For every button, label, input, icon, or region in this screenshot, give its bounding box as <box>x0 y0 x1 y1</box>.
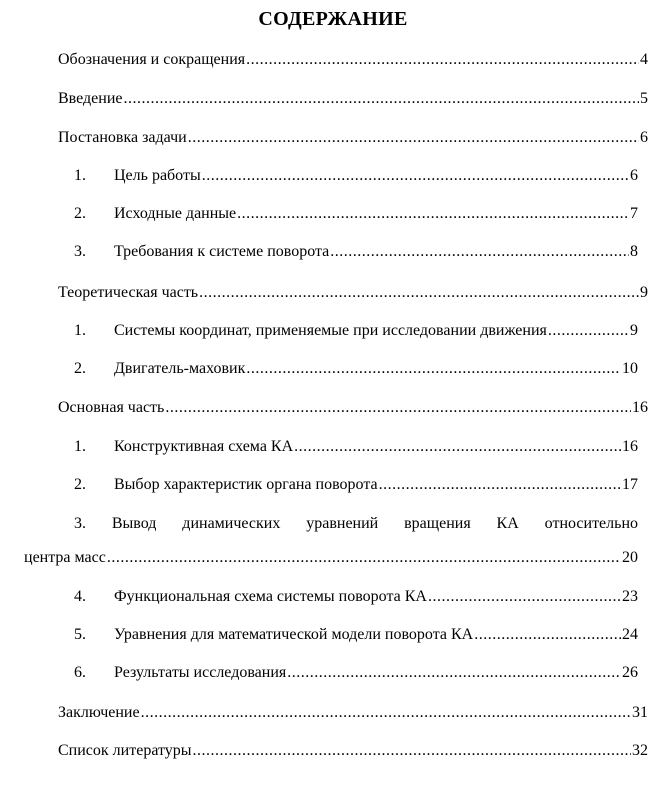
toc-leader <box>107 548 621 568</box>
toc-entry-title: Системы координат, применяемые при исследовании движения <box>114 322 547 339</box>
toc-leader <box>141 703 631 723</box>
toc-entry-number: 1. <box>74 438 86 455</box>
toc-entry-number: 2. <box>74 205 86 222</box>
toc-entry[interactable] <box>58 398 648 418</box>
toc-entry-page: 23 <box>622 588 638 605</box>
toc-leader <box>188 128 639 148</box>
toc-entry-page: 4 <box>640 51 648 68</box>
toc-entry-number: 6. <box>74 664 86 681</box>
toc-entry-number: 2. <box>74 360 86 377</box>
toc-entry[interactable] <box>58 703 648 723</box>
toc-entry-wrapped-line2[interactable] <box>24 548 638 568</box>
toc-entry-title: Заключение <box>58 704 140 721</box>
toc-entry-title: Функциональная схема системы поворота КА <box>114 588 427 605</box>
toc-entry-page: 31 <box>632 704 648 721</box>
toc-entry-title: центра масс <box>24 549 106 566</box>
toc-entry-page: 24 <box>622 626 638 643</box>
toc-entry-word: относительно <box>544 515 638 532</box>
toc-entry[interactable] <box>74 242 638 262</box>
toc-entry-title: Двигатель-маховик <box>114 360 246 377</box>
toc-entry-page: 16 <box>632 399 648 416</box>
toc-entry-page: 32 <box>632 742 648 759</box>
toc-leader <box>124 89 640 109</box>
toc-leader <box>428 587 621 607</box>
toc-entry-title: Список литературы <box>58 742 192 759</box>
toc-entry-number: 4. <box>74 588 86 605</box>
toc-entry-title: Теоретическая часть <box>58 284 199 301</box>
toc-entry-title: Требования к системе поворота <box>114 243 330 260</box>
toc-entry-title: Обозначения и сокращения <box>58 51 246 68</box>
toc-entry-page: 20 <box>622 549 638 566</box>
toc-entry-title: Введение <box>58 90 123 107</box>
page-title: СОДЕРЖАНИЕ <box>258 8 408 30</box>
toc-entry-page: 6 <box>630 167 638 184</box>
toc-entry-word: уравнений <box>306 515 379 532</box>
toc-entry[interactable] <box>74 359 638 379</box>
toc-entry[interactable] <box>58 283 648 303</box>
toc-leader <box>193 741 631 761</box>
toc-entry-number: 2. <box>74 476 86 493</box>
toc-leader <box>165 398 631 418</box>
toc-entry-title: Конструктивная схема КА <box>114 438 294 455</box>
toc-leader <box>246 359 621 379</box>
toc-entry-page: 5 <box>640 90 648 107</box>
toc-entry-page: 26 <box>622 664 638 681</box>
toc-entry-page: 7 <box>630 205 638 222</box>
toc-entry[interactable] <box>58 128 648 148</box>
toc-leader <box>246 50 639 70</box>
toc-leader <box>474 625 621 645</box>
toc-entry-page: 16 <box>622 438 638 455</box>
toc-entry[interactable] <box>74 587 638 607</box>
toc-entry-title: Уравнения для математической модели поворота КА <box>114 626 474 643</box>
toc-entry-word: вращения <box>404 515 471 532</box>
toc-entry[interactable] <box>74 204 638 224</box>
toc-entry-number: 1. <box>74 167 86 184</box>
toc-entry-page: 6 <box>640 129 648 146</box>
toc-leader <box>199 283 639 303</box>
toc-entry-title: Постановка задачи <box>58 129 187 146</box>
toc-entry-number: 3. <box>74 515 86 532</box>
toc-entry-number: 1. <box>74 322 86 339</box>
toc-entry[interactable] <box>74 437 638 457</box>
toc-entry[interactable] <box>58 741 648 761</box>
toc-entry-word: динамических <box>182 515 281 532</box>
toc-entry[interactable] <box>74 166 638 186</box>
toc-leader <box>287 663 621 683</box>
toc-entry[interactable] <box>74 663 638 683</box>
toc-leader <box>548 321 629 341</box>
toc-leader <box>294 437 621 457</box>
toc-entry[interactable] <box>74 625 638 645</box>
toc-entry-number: 5. <box>74 626 86 643</box>
toc-entry-page: 17 <box>622 476 638 493</box>
toc-entry-word: Вывод <box>111 515 157 532</box>
toc-entry-title: Выбор характеристик органа поворота <box>114 476 378 493</box>
toc-entry-title: Исходные данные <box>114 205 237 222</box>
toc-entry-number: 3. <box>74 243 86 260</box>
toc-entry-title: Основная часть <box>58 399 165 416</box>
toc-entry[interactable] <box>58 50 648 70</box>
toc-entry-title: Результаты исследования <box>114 664 287 681</box>
toc-entry-title: Цель работы <box>114 167 201 184</box>
toc-entry-wrapped-line1[interactable] <box>74 514 638 534</box>
toc-leader <box>379 475 621 495</box>
toc-leader <box>330 242 629 262</box>
toc-entry-page: 9 <box>630 322 638 339</box>
toc-entry[interactable] <box>74 475 638 495</box>
toc-entry[interactable] <box>58 89 648 109</box>
toc-entry-page: 10 <box>622 360 638 377</box>
toc-entry[interactable] <box>74 321 638 341</box>
toc-entry-page: 8 <box>630 243 638 260</box>
toc-leader <box>237 204 629 224</box>
toc-leader <box>202 166 629 186</box>
toc-entry-page: 9 <box>640 284 648 301</box>
toc-entry-word: КА <box>496 515 519 532</box>
